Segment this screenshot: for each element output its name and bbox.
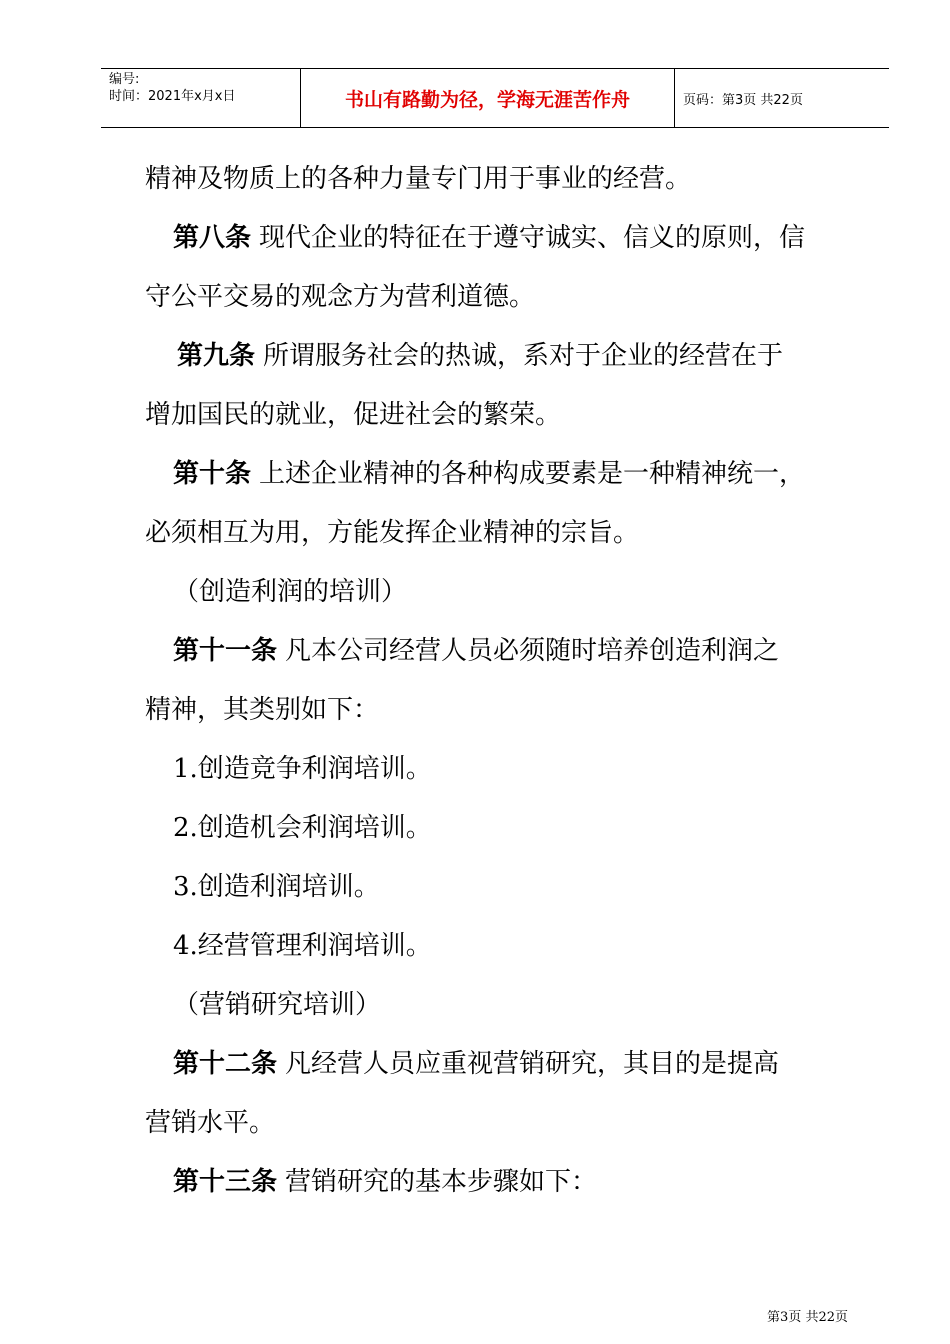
list-item — [145, 740, 865, 799]
article-paragraph — [145, 1035, 865, 1094]
section-heading — [145, 563, 865, 622]
article-heading: 第九条 — [177, 341, 256, 371]
paragraph-text: 必须相互为用，方能发挥企业精神的宗旨。 — [145, 518, 640, 548]
article-paragraph — [145, 622, 865, 681]
paragraph-text: 营销研究的基本步骤如下： — [285, 1167, 598, 1197]
paragraph-text: 精神，其类别如下： — [145, 695, 380, 725]
list-item — [145, 858, 865, 917]
page-footer: 第3页 共22页 — [767, 1310, 848, 1325]
paragraph — [145, 150, 865, 209]
header-motto: 书山有路勤为径，学海无涯苦作舟 — [301, 69, 675, 127]
article-heading: 第十三条 — [173, 1167, 278, 1197]
page-header — [101, 68, 889, 128]
header-page-info: 页码：第3页 共22页 — [683, 92, 803, 108]
paragraph-text: 1.创造竞争利润培训。 — [173, 754, 432, 784]
article-heading: 第十二条 — [173, 1049, 278, 1079]
paragraph-text: 现代企业的特征在于遵守诚实、信义的原则，信 — [259, 223, 806, 253]
article-paragraph — [145, 445, 865, 504]
paragraph — [145, 681, 865, 740]
article-paragraph — [145, 209, 865, 268]
paragraph-text: 所谓服务社会的热诚，系对于企业的经营在于 — [263, 341, 784, 371]
paragraph — [145, 268, 865, 327]
article-heading: 第十一条 — [173, 636, 278, 666]
paragraph — [145, 1094, 865, 1153]
paragraph-text: （营销研究培训） — [173, 990, 382, 1020]
article-paragraph — [145, 1153, 865, 1212]
paragraph-text: 3.创造利润培训。 — [173, 872, 380, 902]
paragraph — [145, 386, 865, 445]
paragraph-text: 2.创造机会利润培训。 — [173, 813, 432, 843]
paragraph-text: 营销水平。 — [145, 1108, 276, 1138]
article-heading: 第八条 — [173, 223, 252, 253]
article-heading: 第十条 — [173, 459, 252, 489]
paragraph — [145, 504, 865, 563]
paragraph-text: 精神及物质上的各种力量专门用于事业的经营。 — [145, 164, 692, 194]
section-heading — [145, 976, 865, 1035]
paragraph-text: 增加国民的就业，促进社会的繁荣。 — [145, 400, 562, 430]
header-meta — [101, 69, 301, 127]
document-body — [145, 150, 865, 1212]
paragraph-text: 4.经营管理利润培训。 — [173, 931, 432, 961]
list-item — [145, 799, 865, 858]
paragraph-text: 凡经营人员应重视营销研究，其目的是提高 — [285, 1049, 780, 1079]
paragraph-text: 守公平交易的观念方为营利道德。 — [145, 282, 536, 312]
time-label: 时间：2021年x月x日 — [109, 89, 236, 104]
article-paragraph — [145, 327, 865, 386]
paragraph-text: 上述企业精神的各种构成要素是一种精神统一， — [259, 459, 806, 489]
list-item — [145, 917, 865, 976]
paragraph-text: （创造利润的培训） — [173, 577, 408, 607]
number-label: 编号: — [109, 72, 140, 87]
paragraph-text: 凡本公司经营人员必须随时培养创造利润之 — [285, 636, 780, 666]
